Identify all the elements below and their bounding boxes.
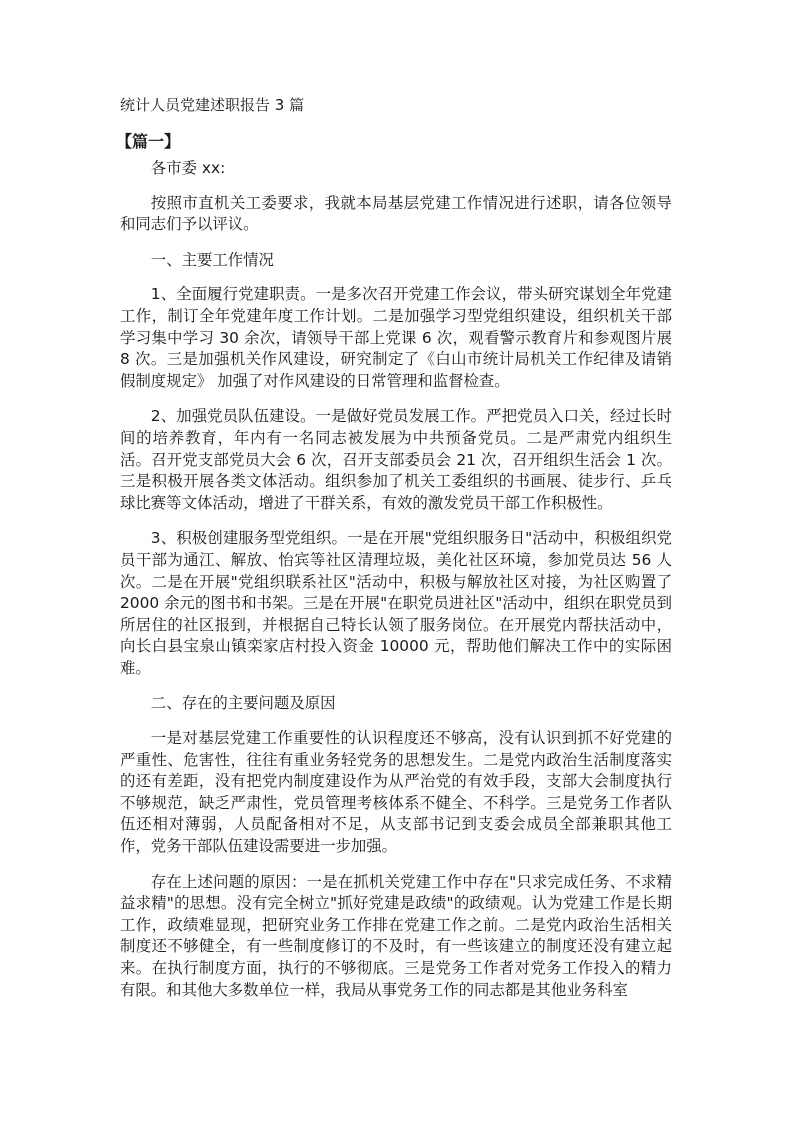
paragraph-problems: 一是对基层党建工作重要性的认识程度还不够高，没有认识到抓不好党建的严重性、危害性，往往有重业务轻党务的思想发生。二是党内政治生活制度落实的还有差距，没有把党内制度建设作为从严治党的有效手段，支部大会制度执行不够规范，缺乏严肃性，党员管理考核体系不健全、不科学。三是党务工作者队伍还相对薄弱，人员配备相对不足，从支部书记到支委会成员全部兼职其他工作，党务干部队伍建设需要进一步加强。	[120, 729, 672, 856]
document-title: 统计人员党建述职报告 3 篇	[120, 96, 305, 114]
intro-paragraph: 按照市直机关工委要求，我就本局基层党建工作情况进行述职，请各位领导和同志们予以评议。	[120, 193, 672, 234]
section-heading: 【篇一】	[116, 132, 181, 151]
document-body	[120, 158, 672, 1015]
paragraph-item-3: 3、积极创建服务型党组织。一是在开展"党组织服务日"活动中，积极组织党员干部为通江、解放、怡宾等社区清理垃圾，美化社区环境，参加党员达 56 人次。二是在开展"党组织联系社区"活动中，积极与解放社区对接，为社区购置了 2000 余元的图书和书架。三是在开展"在职党员进社区"活动中，组织在职党员到所居住的社区报到，并根据自己特长认领了服务岗位。在开展党内帮扶活动中，向长白县宝泉山镇栾家店村投入资金 10000 元，帮助他们解决工作中的实际困难。	[120, 529, 672, 677]
paragraph-causes: 存在上述问题的原因：一是在抓机关党建工作中存在"只求完成任务、不求精益求精"的思想。没有完全树立"抓好党建是政绩"的政绩观。认为党建工作是长期工作，政绩难显现，把研究业务工作排在党建工作之前。二是党内政治生活相关制度还不够健全，有一些制度修订的不及时，有一些该建立的制度还没有建立起来。在执行制度方面，执行的不够彻底。三是党务工作者对党务工作投入的精力有限。和其他大多数单位一样，我局从事党务工作的同志都是其他业务科室	[120, 872, 672, 999]
salutation: 各市委 xx:	[150, 159, 226, 177]
paragraph-item-2: 2、加强党员队伍建设。一是做好党员发展工作。严把党员入口关，经过长时间的培养教育，年内有一名同志被发展为中共预备党员。二是严肃党内组织生活。召开党支部党员大会 6 次，召开支部委员会 21 次，召开组织生活会 1 次。三是积极开展各类文体活动。组织参加了机关工委组织的书画展、徒步行、乒乓球比赛等文体活动，增进了干群关系，有效的激发党员干部工作积极性。	[120, 407, 672, 512]
paragraph-item-1: 1、全面履行党建职责。一是多次召开党建工作会议，带头研究谋划全年党建工作，制订全年党建年度工作计划。二是加强学习型党组织建设，组织机关干部学习集中学习 30 余次，请领导干部上党课 6 次，观看警示教育片和参观图片展 8 次。三是加强机关作风建设，研究制定了《白山市统计局机关工作纪律及请销假制度规定》 加强了对作风建设的日常管理和监督检查。	[120, 285, 672, 390]
heading-problems: 二、存在的主要问题及原因	[150, 694, 336, 713]
heading-main-work: 一、主要工作情况	[150, 250, 274, 269]
